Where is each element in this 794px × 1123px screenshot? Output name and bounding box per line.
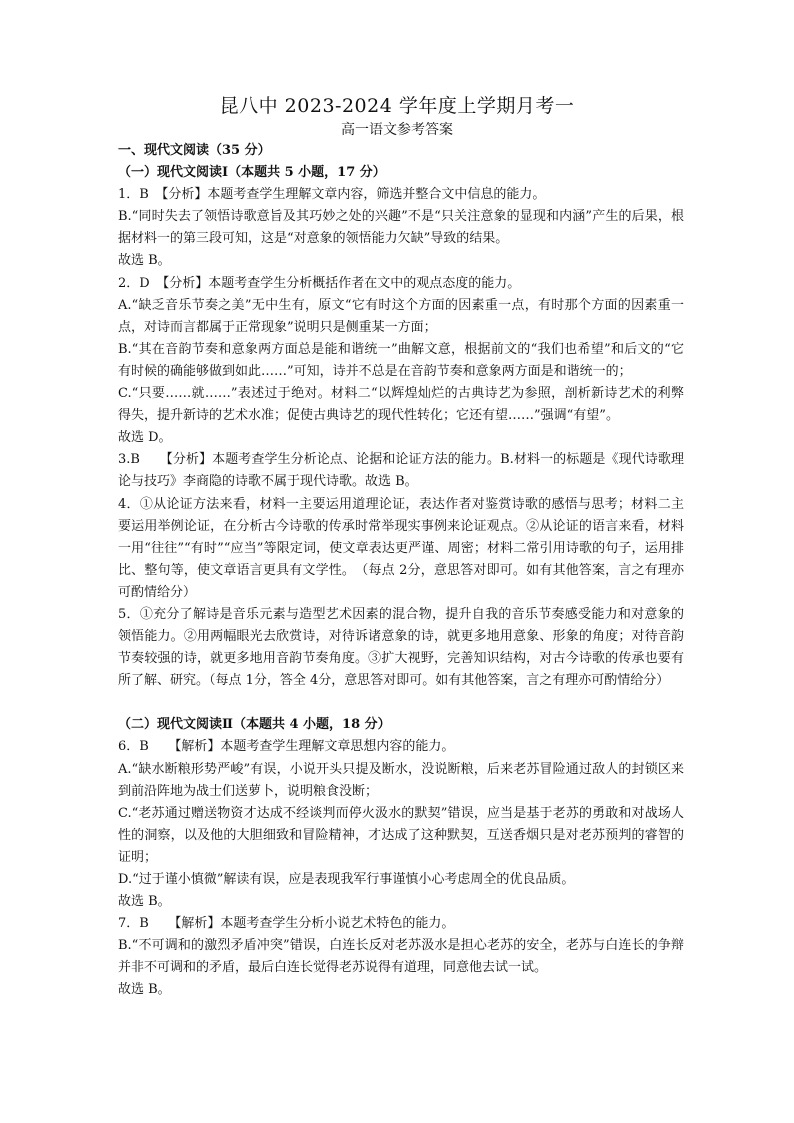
answer-paragraph: 6．B 【解析】本题考查学生理解文章思想内容的能力。 xyxy=(118,739,455,755)
answer-paragraph: D.“过于谨小慎微”解读有误，应是表现我军行事谨慎小心考虑周全的优良品质。 xyxy=(118,872,575,887)
answer-paragraph: 2．D 【分析】本题考查学生分析概括作者在文中的观点态度的能力。 xyxy=(118,275,521,291)
answer-paragraph: 故选 B。 xyxy=(118,982,171,998)
answer-paragraph: 3.B 【分析】本题考查学生分析论点、论据和论证方法的能力。B.材料一的标题是《现代诗歌理论与技巧》李商隐的诗歌不属于现代诗歌。故选 B。 xyxy=(118,452,684,490)
answer-paragraph: 故选 D。 xyxy=(118,430,172,446)
answer-paragraph: A.“缺乏音乐节奏之美”无中生有，原文“它有时这个方面的因素重一点，有时那个方面的因素重一点，对诗而言都属于正常现象”说明只是侧重某一方面； xyxy=(118,297,684,335)
answer-paragraph: 故选 B。 xyxy=(118,253,171,269)
answer-paragraph: 7．B 【解析】本题考查学生分析小说艺术特色的能力。 xyxy=(118,916,455,932)
answer-paragraph: B.“同时失去了领悟诗歌意旨及其巧妙之处的兴趣”不是“只关注意象的显现和内涵”产生的后果，根据材料一的第三段可知，这是“对意象的领悟能力欠缺”导致的结果。 xyxy=(118,209,684,247)
answer-content xyxy=(118,140,684,1002)
section-heading: （二）现代文阅读Ⅱ（本题共 4 小题，18 分） xyxy=(118,717,391,733)
answer-paragraph: 4．①从论证方法来看，材料一主要运用道理论证，表达作者对鉴赏诗歌的感悟与思考；材料二主要运用举例论证，在分析古今诗歌的传承时常举现实事例来论证观点。②从论证的语言来看，材料一用“往往”“有时”“应当”等限定词，使文章表达更严谨、周密；材料二常引用诗歌的句子，运用排比、整句等，使文章语言更具有文学性。 （每点 2分，意思答对即可。如有其他答案，言之有理亦可酌情给分） xyxy=(118,496,684,600)
document-title: 昆八中 2023-2024 学年度上学期月考一 xyxy=(219,95,575,117)
paragraph-spacer xyxy=(118,692,684,714)
document-subtitle: 高一语文参考答案 xyxy=(341,122,453,138)
answer-paragraph: B.“不可调和的激烈矛盾冲突”错误，白连长反对老苏汲水是担心老苏的安全，老苏与白连长的争辩并非不可调和的矛盾，最后白连长觉得老苏说得有道理，同意他去试一试。 xyxy=(118,938,684,976)
answer-paragraph: 5．①充分了解诗是音乐元素与造型艺术因素的混合物，提升自我的音乐节奏感受能力和对意象的领悟能力。②用两幅眼光去欣赏诗，对待诉诸意象的诗，就更多地用意象、形象的角度；对待音韵节奏较强的诗，就更多地用音韵节奏角度。③扩大视野，完善知识结构，对古今诗歌的传承也要有所了解、研究。（每点 1分，答全 4分，意思答对即可。如有其他答案，言之有理亦可酌情给分） xyxy=(118,606,684,689)
section-heading: （一）现代文阅读Ⅰ（本题共 5 小题，17 分） xyxy=(118,165,386,181)
answer-paragraph: A.“缺水断粮形势严峻”有误，小说开头只提及断水，没说断粮，后来老苏冒险通过敌人的封锁区来到前沿阵地为战士们送萝卜，说明粮食没断； xyxy=(118,761,684,799)
answer-paragraph: 故选 B。 xyxy=(118,894,171,910)
answer-paragraph: B.“其在音韵节奏和意象两方面总是能和谐统一”曲解文意，根据前文的“我们也希望”和后文的“它有时候的确能够做到如此……”可知，诗并不总是在音韵节奏和意象两方面是和谐统一的； xyxy=(118,341,684,379)
answer-paragraph: 1．B 【分析】本题考查学生理解文章内容，筛选并整合文中信息的能力。 xyxy=(118,187,546,203)
answer-paragraph: C.“老苏通过赠送物资才达成不经谈判而停火汲水的默契”错误，应当是基于老苏的勇敢和对战场人性的洞察，以及他的大胆细致和冒险精神，才达成了这种默契，互送香烟只是对老苏预判的睿智的证明； xyxy=(118,805,684,865)
answer-paragraph: C.“只要……就……”表述过于绝对。材料二“以辉煌灿烂的古典诗艺为参照，剖析新诗艺术的利弊得失，提升新诗的艺术水准；促使古典诗艺的现代性转化；它还有望……”强调“有望”。 xyxy=(118,386,684,424)
section-heading: 一、现代文阅读（35 分） xyxy=(118,143,271,158)
